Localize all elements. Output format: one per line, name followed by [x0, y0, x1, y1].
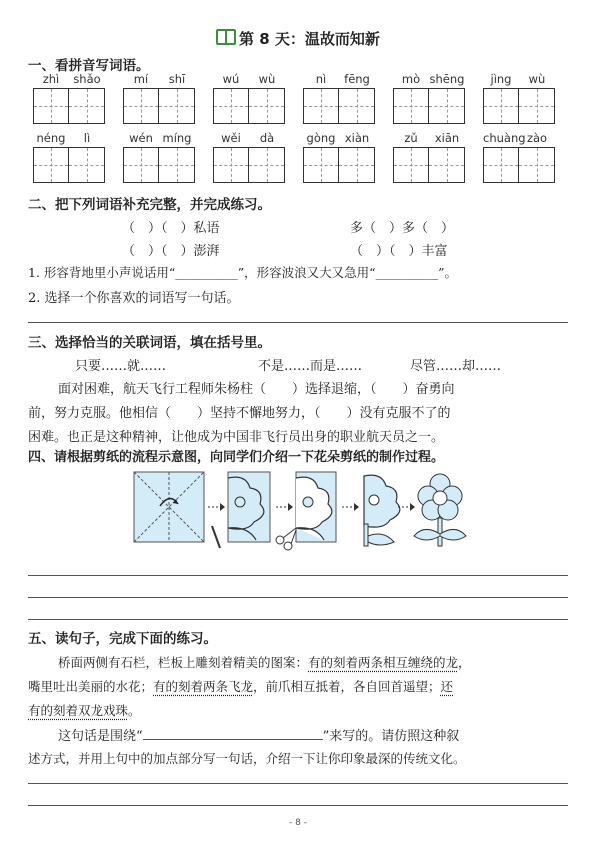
word-item-1[interactable]: （ ）（ ）私语: [122, 221, 220, 236]
arrow-icon: [208, 503, 225, 511]
writing-grid-box[interactable]: [483, 88, 519, 124]
writing-grid-box[interactable]: [429, 147, 465, 183]
writing-grid-box[interactable]: [249, 147, 285, 183]
answer-line[interactable]: [28, 805, 568, 806]
writing-grid-box[interactable]: [393, 147, 429, 183]
reading-line: [28, 677, 453, 695]
dotted-phrase: 还: [440, 679, 454, 694]
writing-grid-box[interactable]: [249, 88, 285, 124]
paper-cutting-diagram: [128, 468, 468, 552]
pinyin-label: chuàng: [483, 131, 526, 145]
writing-grid-box[interactable]: [483, 147, 519, 183]
pinyin-label: mí: [133, 72, 149, 86]
pinyin-label: shī: [168, 72, 186, 86]
pinyin-label: fēng: [344, 72, 370, 86]
pinyin-label: zào: [526, 131, 548, 145]
reading-text: ，: [458, 655, 471, 670]
writing-grid-box[interactable]: [213, 88, 249, 124]
section-1-heading: 一、看拼音写词语。: [28, 58, 150, 74]
writing-grid-box[interactable]: [33, 147, 69, 183]
word-item-3[interactable]: （ ）（ ）澎湃: [122, 244, 220, 259]
book-icon: [216, 29, 236, 45]
word-item-4[interactable]: （ ）（ ）丰富: [350, 244, 448, 259]
page-title: [0, 28, 596, 49]
question-2-2: 2. 选择一个你喜欢的词语写一句话。: [28, 291, 240, 306]
conjunction-option-1: 只要……就……: [75, 359, 167, 374]
page-title-text: 第 8 天：温故而知新: [239, 30, 380, 48]
reading-text: ”来写的。请仿照这种叙: [322, 729, 460, 744]
writing-grid-box[interactable]: [69, 147, 105, 183]
conjunction-option-3: 尽管……却……: [410, 359, 502, 374]
reading-text: 嘴里吐出美丽的水花；: [28, 679, 154, 694]
pinyin-label: lì: [83, 131, 91, 145]
cut-pattern-step: [276, 472, 336, 550]
writing-grid-box[interactable]: [159, 147, 195, 183]
fill-blank[interactable]: [143, 727, 323, 740]
writing-grid-box[interactable]: [123, 147, 159, 183]
writing-grid-box[interactable]: [393, 88, 429, 124]
reading-line: [58, 725, 459, 744]
writing-grid-box[interactable]: [519, 147, 555, 183]
word-item-2[interactable]: 多（ ）多（ ）: [350, 221, 455, 236]
reading-line: 述方式，并用上句中的加点部分写一句话，介绍一下让你印象最深的传统文化。: [28, 751, 466, 766]
pinyin-label: nì: [315, 72, 327, 86]
reading-line: [28, 701, 141, 719]
pinyin-label: zǔ: [404, 131, 418, 145]
section-3-heading: 三、选择恰当的关联词语，填在括号里。: [28, 335, 271, 351]
pinyin-label: wù: [528, 72, 546, 86]
writing-grid-box[interactable]: [33, 88, 69, 124]
dotted-phrase: 有的刻着两条飞龙: [153, 679, 254, 694]
conjunction-option-2: 不是……而是……: [258, 359, 363, 374]
writing-grid-box[interactable]: [339, 88, 375, 124]
pinyin-label: wěi: [221, 131, 241, 145]
paragraph-line: 前，努力克服。他相信（ ）坚持不懈地努力，（ ）没有克服不了的: [28, 406, 451, 421]
answer-line[interactable]: [28, 619, 568, 620]
pinyin-label: wén: [129, 131, 153, 145]
section-5-heading: 五、读句子，完成下面的练习。: [28, 631, 217, 647]
half-flower-step: [364, 475, 400, 546]
answer-line[interactable]: [28, 322, 568, 323]
section-2-heading: 二、把下列词语补充完整，并完成练习。: [28, 197, 271, 213]
pencil-icon: [212, 526, 220, 548]
pinyin-label: shēng: [429, 72, 465, 86]
reading-text: 。: [128, 703, 141, 718]
reading-text: ，前爪相互抵着，各自回首遥望；: [253, 679, 441, 694]
pinyin-label: shǎo: [73, 72, 101, 86]
pinyin-label: néng: [36, 131, 66, 145]
arrow-icon: [276, 503, 293, 511]
flower-icon: [414, 474, 466, 546]
pinyin-label: dà: [259, 131, 275, 145]
writing-grid-box[interactable]: [69, 88, 105, 124]
writing-grid-box[interactable]: [303, 147, 339, 183]
pinyin-label: wù: [258, 72, 276, 86]
pinyin-label: mò: [401, 72, 421, 86]
reading-text: 这句话是围绕“: [58, 729, 143, 744]
reading-text: 桥面两侧有石栏，栏板上雕刻着精美的图案：: [58, 655, 309, 670]
writing-grid-box[interactable]: [429, 88, 465, 124]
answer-line[interactable]: [28, 783, 568, 784]
question-2-1: 1. 形容背地里小声说话用“__________”，形容波浪又大又急用“__________”。: [28, 265, 457, 280]
page-number: - 8 -: [289, 818, 307, 828]
pinyin-label: gòng: [306, 131, 336, 145]
dotted-phrase: 有的刻着双龙戏珠: [28, 703, 129, 718]
writing-grid-box[interactable]: [123, 88, 159, 124]
pinyin-label: zhì: [42, 72, 60, 86]
pinyin-label: xiàn: [344, 131, 370, 145]
pinyin-label: míng: [162, 131, 192, 145]
writing-grid-box[interactable]: [303, 88, 339, 124]
writing-grid-box[interactable]: [339, 147, 375, 183]
pinyin-label: wú: [222, 72, 240, 86]
scissors-icon: [276, 528, 296, 550]
paragraph-line: 困难。也正是这种精神，让他成为中国非飞行员出身的职业航天员之一。: [28, 430, 445, 445]
fold-paper-step: [134, 472, 204, 542]
dotted-phrase: 有的刻着两条相互缠绕的龙: [308, 655, 459, 670]
answer-line[interactable]: [28, 575, 568, 576]
arrow-icon: [342, 503, 359, 511]
writing-grid-box[interactable]: [213, 147, 249, 183]
arrow-icon: [398, 503, 415, 511]
pinyin-label: xiān: [434, 131, 460, 145]
paragraph-line: 面对困难，航天飞行工程师朱杨柱（ ）选择退缩，（ ）奋勇向: [58, 382, 455, 397]
reading-line: [58, 653, 471, 671]
writing-grid-box[interactable]: [519, 88, 555, 124]
section-4-heading: 四、请根据剪纸的流程示意图，向同学们介绍一下花朵剪纸的制作过程。: [28, 450, 445, 465]
answer-line[interactable]: [28, 597, 568, 598]
pinyin-label: jìng: [490, 72, 512, 86]
writing-grid-box[interactable]: [159, 88, 195, 124]
